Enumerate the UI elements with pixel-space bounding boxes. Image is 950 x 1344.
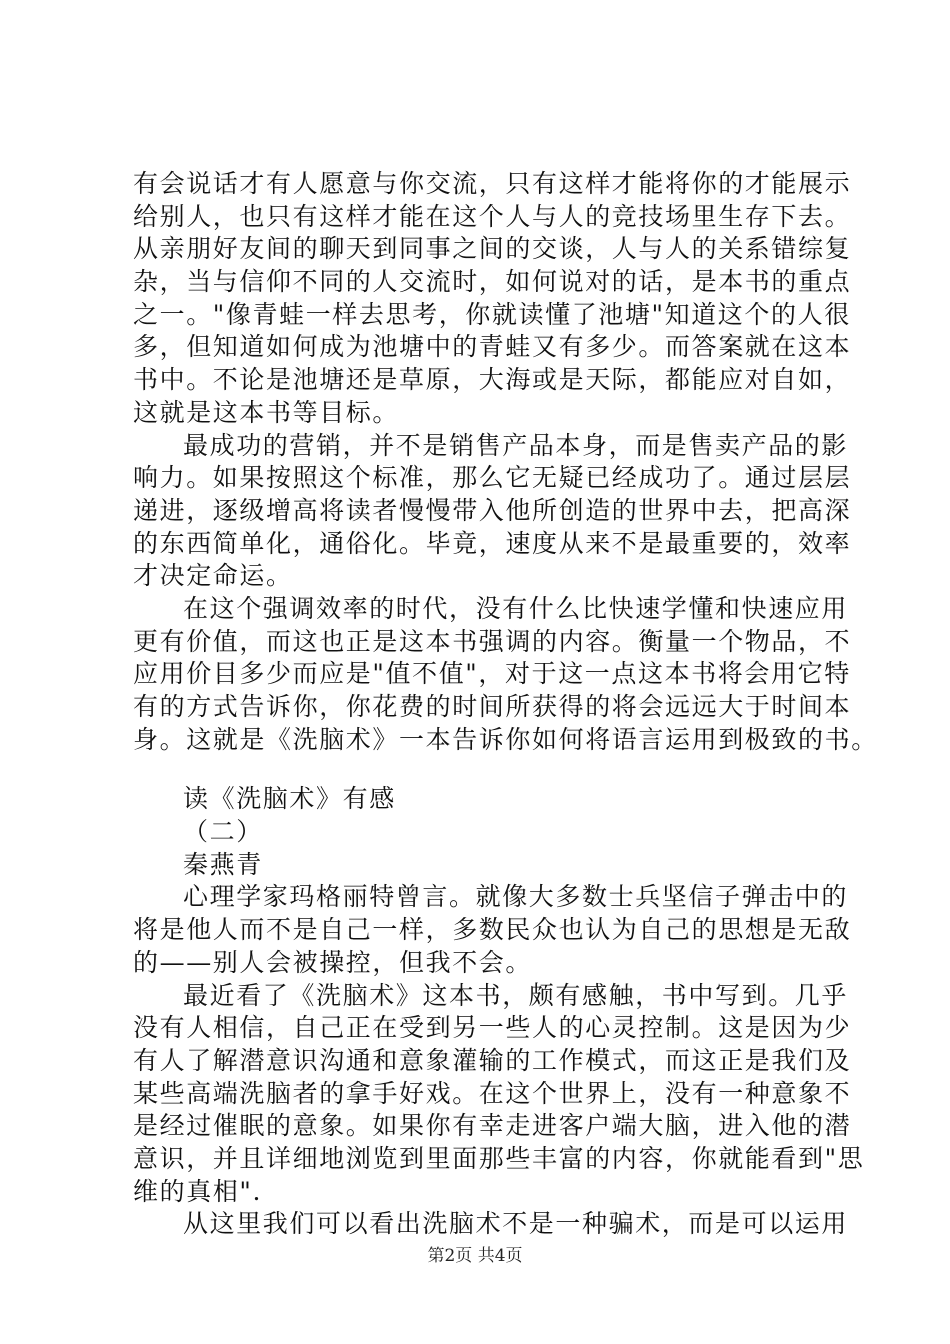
text-line: 意识，并且详细地浏览到里面那些丰富的内容，你就能看到"思 [133, 1143, 865, 1173]
text-line: 最成功的营销，并不是销售产品本身，而是售卖产品的影 [183, 430, 849, 460]
text-line: 在这个强调效率的时代，没有什么比快速学懂和快速应用 [183, 593, 849, 623]
paragraph [133, 168, 852, 430]
text-line: 之一。"像青蛙一样去思考，你就读懂了池塘"知道这个的人很 [133, 299, 851, 329]
text-line: 维的真相". [133, 1176, 263, 1206]
paragraph [133, 430, 852, 593]
paragraph [133, 593, 878, 756]
text-line: 递进，逐级增高将读者慢慢带入他所创造的世界中去，把高深 [133, 495, 852, 525]
text-line: 给别人，也只有这样才能在这个人与人的竞技场里生存下去。 [133, 201, 852, 231]
text-line: 从亲朋好友间的聊天到同事之间的交谈，人与人的关系错综复 [133, 234, 852, 264]
text-line: 的东西简单化，通俗化。毕竟，速度从来不是最重要的，效率 [133, 528, 852, 558]
text-line: 将是他人而不是自己一样，多数民众也认为自己的思想是无敌 [133, 915, 852, 945]
text-line: 更有价值，而这也正是这本书强调的内容。衡量一个物品，不 [133, 626, 852, 656]
text-line: 身。这就是《洗脑术》一本告诉你如何将语言运用到极致的书。 [133, 724, 878, 754]
document-body [133, 168, 878, 1241]
text-line: 多，但知道如何成为池塘中的青蛙又有多少。而答案就在这本 [133, 332, 852, 362]
text-line: 从这里我们可以看出洗脑术不是一种骗术，而是可以运用 [183, 1209, 849, 1239]
page-footer: 第2页 共4页 [427, 1246, 523, 1266]
text-line: 杂，当与信仰不同的人交流时，如何说对的话，是本书的重点 [133, 267, 852, 297]
text-line: 有的方式告诉你，你花费的时间所获得的将会远远大于时间本 [133, 692, 852, 721]
text-line: 有人了解潜意识沟通和意象灌输的工作模式，而这正是我们及 [133, 1045, 852, 1075]
text-line: 秦燕青 [183, 849, 263, 879]
text-line: （二） [183, 817, 263, 847]
text-line: 才决定命运。 [133, 561, 293, 591]
paragraph [133, 849, 833, 882]
text-line: 响力。如果按照这个标准，那么它无疑已经成功了。通过层层 [133, 463, 852, 493]
text-line: 应用价目多少而应是"值不值"，对于这一点这本书将会用它特 [133, 659, 851, 689]
text-line: 这就是这本书等目标。 [133, 397, 400, 427]
paragraph [133, 980, 865, 1209]
text-line: 书中。不论是池塘还是草原，大海或是天际，都能应对自如， [133, 365, 852, 395]
paragraph [133, 816, 833, 849]
text-line: 是经过催眠的意象。如果你有幸走进客户端大脑，进入他的潜 [133, 1111, 852, 1141]
paragraph [133, 881, 852, 979]
text-line: 心理学家玛格丽特曾言。就像大多数士兵坚信子弹击中的 [183, 882, 849, 912]
text-line: 没有人相信，自己正在受到另一些人的心灵控制。这是因为少 [133, 1013, 852, 1043]
paragraph [133, 1208, 849, 1241]
paragraph [133, 783, 833, 816]
text-line: 某些高端洗脑者的拿手好戏。在这个世界上，没有一种意象不 [133, 1078, 852, 1108]
paragraph-gap [133, 756, 833, 783]
text-line: 有会说话才有人愿意与你交流，只有这样才能将你的才能展示 [133, 169, 852, 198]
text-line: 读《洗脑术》有感 [183, 784, 396, 814]
text-line: 的——别人会被操控，但我不会。 [133, 947, 533, 977]
text-line: 最近看了《洗脑术》这本书，颇有感触，书中写到。几乎 [183, 980, 849, 1010]
